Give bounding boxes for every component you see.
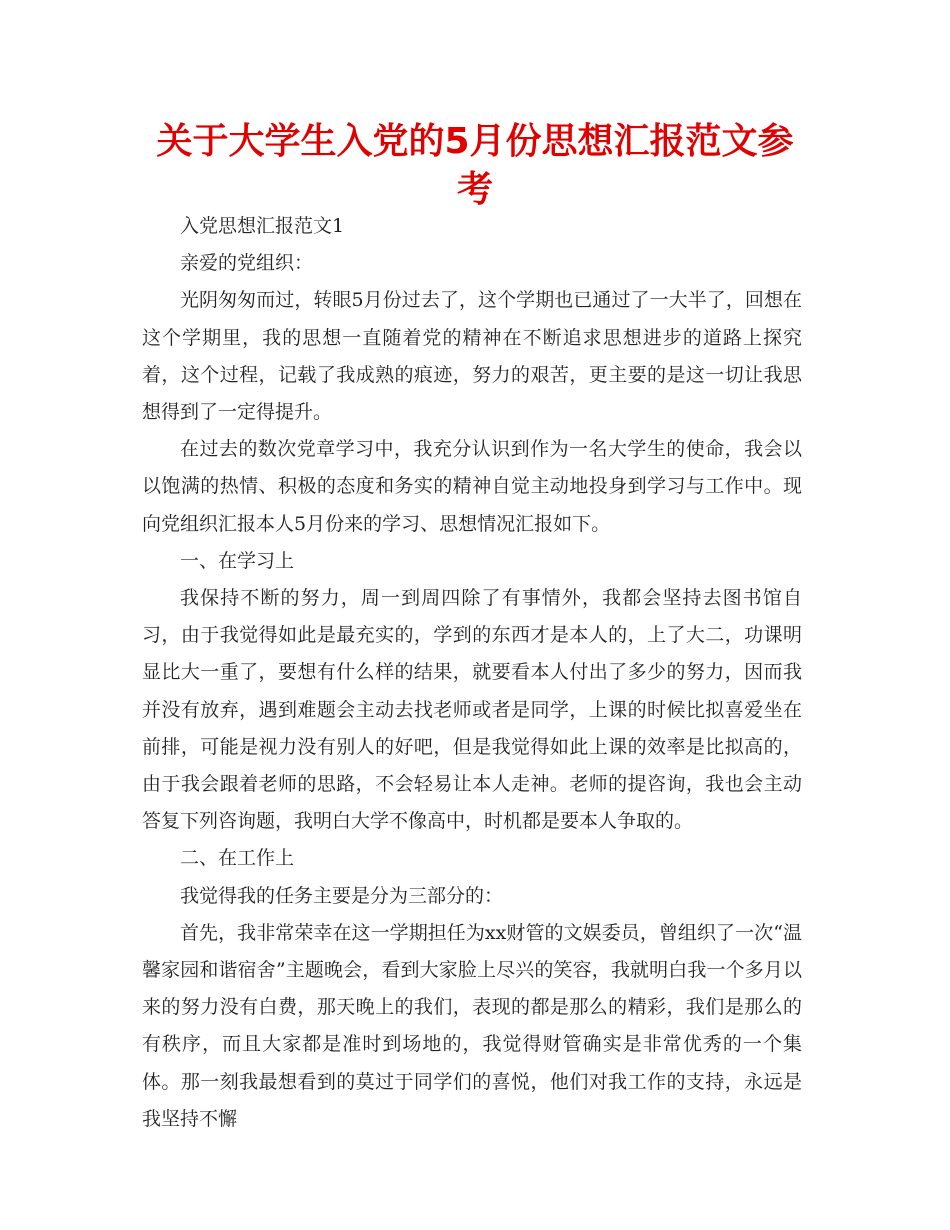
document-title: 关于大学生入党的5月份思想汇报范文参考	[156, 121, 794, 210]
paragraph: 在过去的数次党章学习中，我充分认识到作为一名大学生的使命，我会以以饱满的热情、积极的态度和务实的精神自觉主动地投身到学习与工作中。现向党组织汇报本人5月份来的学习、思想情况汇报如下。	[142, 438, 802, 535]
document-body	[142, 208, 802, 1138]
paragraph: 我觉得我的任务主要是分为三部分的：	[180, 884, 504, 907]
salutation: 亲爱的党组织：	[180, 252, 314, 275]
subheading-study: 一、在学习上	[180, 549, 295, 572]
paragraph: 我保持不断的努力，周一到周四除了有事情外，我都会坚持去图书馆自习，由于我觉得如此是最充实的，学到的东西才是本人的，上了大二，功课明显比大一重了，要想有什么样的结果，就要看本人付出了多少的努力，因而我并没有放弃，遇到难题会主动去找老师或者是同学，上课的时候比拟喜爱坐在前排，可能是视力没有别人的好吧，但是我觉得如此上课的效率是比拟高的，由于我会跟着老师的思路，不会轻易让本人走神。老师的提咨询，我也会主动答复下列咨询题，我明白大学不像高中，时机都是要本人争取的。	[142, 587, 802, 833]
paragraph: 首先，我非常荣幸在这一学期担任为xx财管的文娱委员，曾组织了一次“温馨家园和谐宿舍”主题晚会，看到大家脸上尽兴的笑容，我就明白我一个多月以来的努力没有白费，那天晚上的我们，表现的都是那么的精彩，我们是那么的有秩序，而且大家都是准时到场地的，我觉得财管确实是非常优秀的一个集体。那一刻我最想看到的莫过于同学们的喜悦，他们对我工作的支持，永远是我坚持不懈	[142, 921, 802, 1130]
subheading-work: 二、在工作上	[180, 847, 295, 870]
paragraph: 光阴匆匆而过，转眼5月份过去了，这个学期也已通过了一大半了，回想在这个学期里，我的思想一直随着党的精神在不断追求思想进步的道路上探究着，这个过程，记载了我成熟的痕迹，努力的艰苦，更主要的是这一切让我思想得到了一定得提升。	[142, 289, 802, 424]
section-heading: 入党思想汇报范文1	[180, 215, 345, 237]
